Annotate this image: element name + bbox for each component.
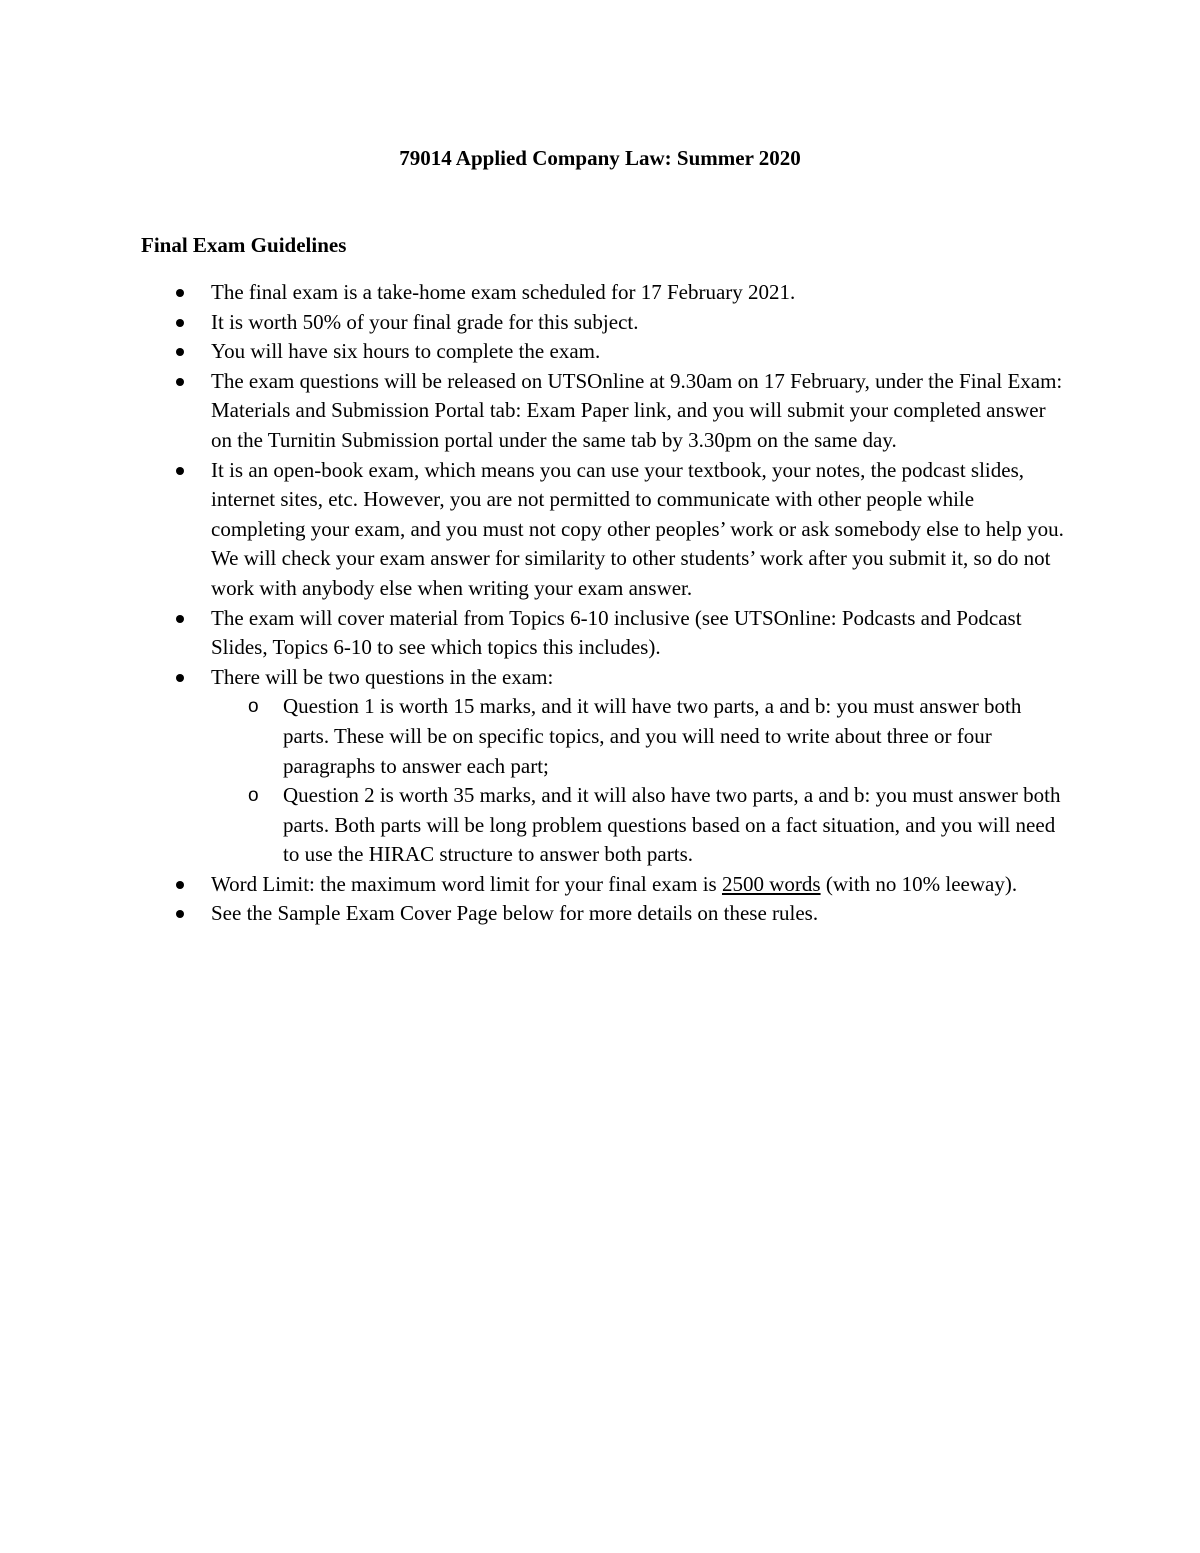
bullet-icon <box>176 378 184 386</box>
bullet-icon <box>176 674 184 682</box>
circle-bullet-icon: o <box>248 696 259 718</box>
list-item <box>141 308 1071 338</box>
list-item-text: See the Sample Exam Cover Page below for more details on these rules. <box>211 901 819 926</box>
list-item-text: It is an open-book exam, which means you can use your textbook, your notes, the podcast slides, internet sites, etc. However, you are not permitted to communicate with other people while completing your exam, and you must not copy other peoples’ work or ask somebody else to help you. We will check your exam answer for similarity to other students’ work after you submit it, so do not work with anybody else when writing your exam answer. <box>211 457 1064 600</box>
document-title: 79014 Applied Company Law: Summer 2020 <box>399 146 801 170</box>
bullet-icon <box>176 881 184 889</box>
guidelines-list <box>141 278 1071 929</box>
circle-bullet-icon: o <box>248 785 259 807</box>
questions-sublist <box>211 692 1071 870</box>
sub-list-item <box>211 781 1071 870</box>
sub-list-item-text: Question 1 is worth 15 marks, and it will have two parts, a and b: you must answer both parts. These will be on specific topics, and you will need to write about three or four paragraphs to answer each part; <box>283 694 1022 778</box>
list-item-text: The final exam is a take-home exam scheduled for 17 February 2021. <box>211 280 796 304</box>
list-item <box>141 899 1071 929</box>
bullet-icon <box>176 910 184 918</box>
word-limit-value: 2500 words <box>721 871 821 896</box>
bullet-icon <box>176 289 184 297</box>
list-item <box>141 456 1071 604</box>
bullet-icon <box>176 319 184 327</box>
bullet-icon <box>176 348 184 356</box>
list-item-text: The exam questions will be released on UTSOnline at 9.30am on 17 February, under the Final Exam: Materials and Submission Portal tab: Exam Paper link, and you will submit your completed answer on the Turnitin Submission portal under the same tab by 3.30pm on the same day. <box>211 368 1063 452</box>
word-limit-suffix: (with no 10% leeway). <box>820 871 1018 896</box>
bullet-icon <box>176 615 184 623</box>
list-item <box>141 278 1071 308</box>
list-item <box>141 870 1071 900</box>
list-item-text: You will have six hours to complete the exam. <box>211 339 601 364</box>
section-heading: Final Exam Guidelines <box>141 233 347 257</box>
bullet-icon <box>176 467 184 475</box>
list-item-text: The exam will cover material from Topics 6-10 inclusive (see UTSOnline: Podcasts and Podcast Slides, Topics 6-10 to see which topics this includes). <box>211 605 1022 660</box>
sub-list-item-text: Question 2 is worth 35 marks, and it will also have two parts, a and b: you must answer both parts. Both parts will be long problem questions based on a fact situation, and you will need to use the HIRAC structure to answer both parts. <box>283 783 1061 867</box>
list-item <box>141 367 1071 456</box>
word-limit-prefix: Word Limit: the maximum word limit for your final exam is <box>211 871 722 896</box>
list-item-text: It is worth 50% of your final grade for this subject. <box>211 309 639 334</box>
list-item <box>141 604 1071 663</box>
list-item <box>141 337 1071 367</box>
sub-list-item <box>211 692 1071 781</box>
list-item <box>141 663 1071 870</box>
list-item-text: There will be two questions in the exam: <box>211 664 554 689</box>
